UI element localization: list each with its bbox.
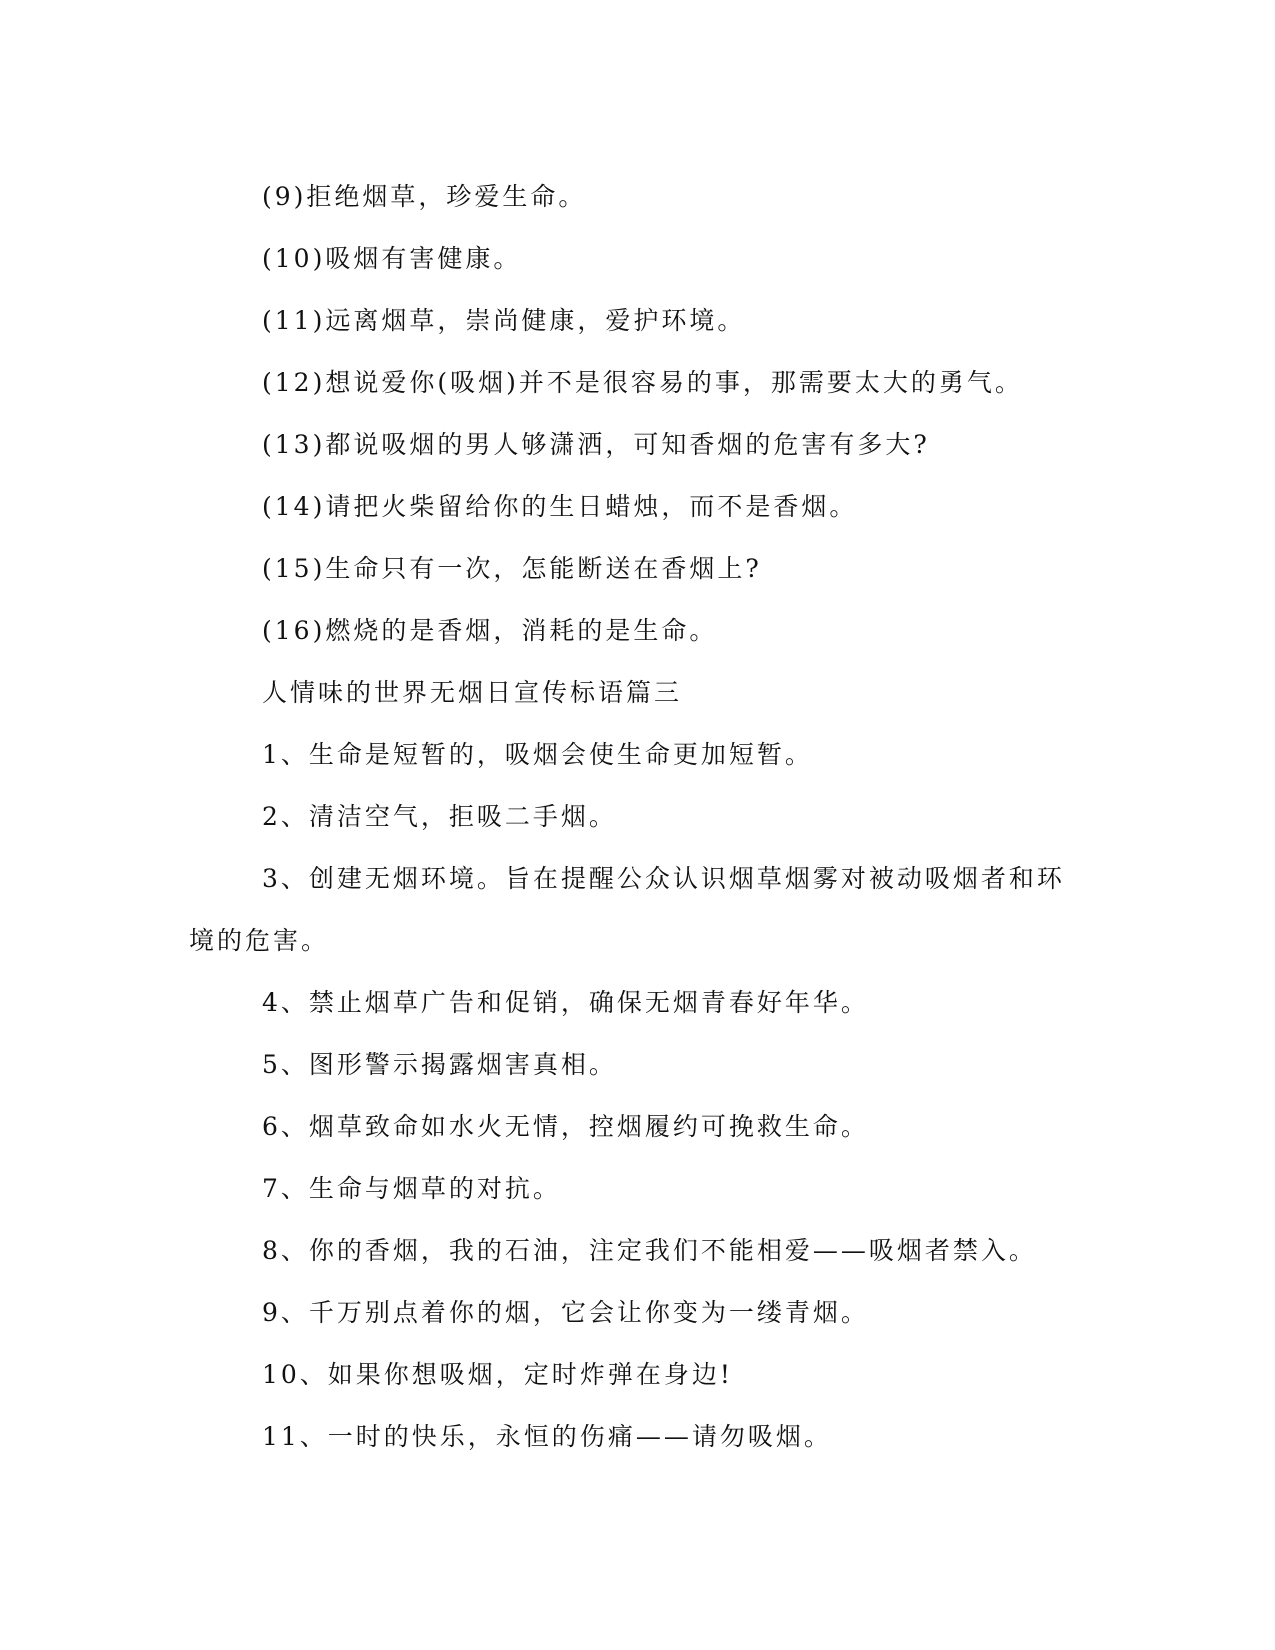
paragraph: 10、如果你想吸烟，定时炸弹在身边!	[262, 1360, 733, 1389]
paragraph: 1、生命是短暂的，吸烟会使生命更加短暂。	[262, 740, 813, 769]
section-heading: 人情味的世界无烟日宣传标语篇三	[262, 678, 683, 707]
paragraph: 2、清洁空气，拒吸二手烟。	[262, 802, 617, 831]
paragraph: 4、禁止烟草广告和促销，确保无烟青春好年华。	[262, 988, 869, 1017]
paragraph: (13)都说吸烟的男人够潇洒，可知香烟的危害有多大?	[262, 430, 930, 459]
paragraph: (9)拒绝烟草，珍爱生命。	[262, 182, 587, 211]
paragraph: (16)燃烧的是香烟，消耗的是生命。	[262, 616, 718, 645]
paragraph: 5、图形警示揭露烟害真相。	[262, 1050, 617, 1079]
paragraph: 8、你的香烟，我的石油，注定我们不能相爱——吸烟者禁入。	[262, 1236, 1037, 1265]
paragraph: (12)想说爱你(吸烟)并不是很容易的事，那需要太大的勇气。	[262, 368, 1023, 397]
paragraph: (10)吸烟有害健康。	[262, 244, 522, 273]
paragraph: (11)远离烟草，崇尚健康，爱护环境。	[262, 306, 746, 335]
document-body	[189, 166, 1069, 1468]
paragraph: (15)生命只有一次，怎能断送在香烟上?	[262, 554, 762, 583]
paragraph: 7、生命与烟草的对抗。	[262, 1174, 561, 1203]
paragraph: 9、千万别点着你的烟，它会让你变为一缕青烟。	[262, 1298, 869, 1327]
paragraph: 6、烟草致命如水火无情，控烟履约可挽救生命。	[262, 1112, 869, 1141]
paragraph: (14)请把火柴留给你的生日蜡烛，而不是香烟。	[262, 492, 858, 521]
paragraph: 3、创建无烟环境。旨在提醒公众认识烟草烟雾对被动吸烟者和环境的危害。	[189, 864, 1065, 955]
paragraph: 11、一时的快乐，永恒的伤痛——请勿吸烟。	[262, 1422, 832, 1451]
